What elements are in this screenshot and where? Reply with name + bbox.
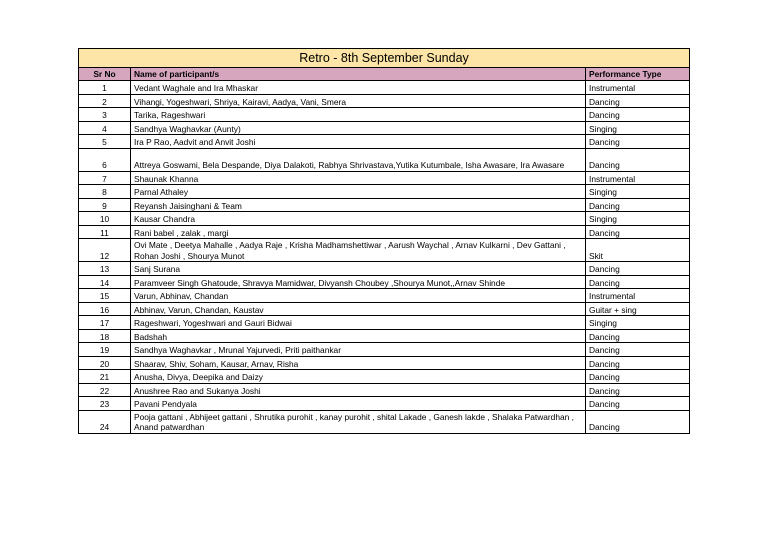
performance-type-cell: Singing xyxy=(586,185,690,199)
performance-type-cell: Singing xyxy=(586,316,690,330)
performance-type-cell: Dancing xyxy=(586,356,690,370)
participants-table xyxy=(78,48,690,434)
participant-name-cell: Shaunak Khanna xyxy=(131,171,586,185)
participant-name-cell: Tarika, Rageshwari xyxy=(131,108,586,122)
title-row xyxy=(79,49,690,68)
sr-no-cell: 1 xyxy=(79,81,131,95)
sr-no-cell: 6 xyxy=(79,148,131,171)
sr-no-cell: 20 xyxy=(79,356,131,370)
participant-name-cell: Sanj Surana xyxy=(131,262,586,276)
sr-no-cell: 18 xyxy=(79,329,131,343)
sr-no-cell: 5 xyxy=(79,135,131,149)
sr-no-cell: 14 xyxy=(79,275,131,289)
sr-no-cell: 3 xyxy=(79,108,131,122)
performance-type-cell: Dancing xyxy=(586,343,690,357)
sr-no-cell: 11 xyxy=(79,225,131,239)
performance-type-cell: Dancing xyxy=(586,225,690,239)
performance-type-cell: Dancing xyxy=(586,275,690,289)
performance-type-cell: Singing xyxy=(586,212,690,226)
table-row xyxy=(79,94,690,108)
table-row xyxy=(79,410,690,433)
performance-type-cell: Dancing xyxy=(586,383,690,397)
participant-name-cell: Kausar Chandra xyxy=(131,212,586,226)
table-row xyxy=(79,275,690,289)
table-row xyxy=(79,135,690,149)
sr-no-cell: 13 xyxy=(79,262,131,276)
table-row xyxy=(79,370,690,384)
performance-type-cell: Dancing xyxy=(586,410,690,433)
performance-type-cell: Guitar + sing xyxy=(586,302,690,316)
performance-type-cell: Dancing xyxy=(586,198,690,212)
performance-type-cell: Instrumental xyxy=(586,171,690,185)
sr-no-cell: 4 xyxy=(79,121,131,135)
table-row xyxy=(79,81,690,95)
sr-no-cell: 2 xyxy=(79,94,131,108)
table-row xyxy=(79,108,690,122)
participant-name-cell: Anusha, Divya, Deepika and Daizy xyxy=(131,370,586,384)
participant-name-cell: Paramveer Singh Ghatoude, Shravya Mamidwar, Divyansh Choubey ,Shourya Munot,,Arnav Shinde xyxy=(131,275,586,289)
participant-name-cell: Parnal Athaley xyxy=(131,185,586,199)
participant-name-cell: Ovi Mate , Deetya Mahalle , Aadya Raje , Krisha Madhamshettiwar , Aarush Waychal , Arnav Kulkarni , Dev Gattani , Rohan Joshi , Shourya Munot xyxy=(131,239,586,262)
sr-no-cell: 9 xyxy=(79,198,131,212)
participant-name-cell: Ira P Rao, Aadvit and Anvit Joshi xyxy=(131,135,586,149)
participant-name-cell: Pavani Pendyala xyxy=(131,397,586,411)
header-performance-type: Performance Type xyxy=(586,68,690,81)
sr-no-cell: 24 xyxy=(79,410,131,433)
table-row xyxy=(79,212,690,226)
performance-type-cell: Dancing xyxy=(586,135,690,149)
performance-type-cell: Singing xyxy=(586,121,690,135)
sr-no-cell: 22 xyxy=(79,383,131,397)
participant-name-cell: Pooja gattani , Abhijeet gattani , Shrutika purohit , kanay purohit , shital Lakade , Ganesh lakde , Shalaka Patwardhan , Anand patwardhan xyxy=(131,410,586,433)
table-row xyxy=(79,239,690,262)
sr-no-cell: 16 xyxy=(79,302,131,316)
table-row xyxy=(79,343,690,357)
participant-name-cell: Abhinav, Varun, Chandan, Kaustav xyxy=(131,302,586,316)
performance-type-cell: Dancing xyxy=(586,108,690,122)
participant-name-cell: Sandhya Waghavkar , Mrunal Yajurvedi, Priti paithankar xyxy=(131,343,586,357)
performance-type-cell: Dancing xyxy=(586,94,690,108)
participant-name-cell: Rani babel , zalak , margi xyxy=(131,225,586,239)
header-row xyxy=(79,68,690,81)
performance-type-cell: Dancing xyxy=(586,262,690,276)
performance-type-cell: Dancing xyxy=(586,370,690,384)
performance-type-cell: Skit xyxy=(586,239,690,262)
participant-name-cell: Sandhya Waghavkar (Aunty) xyxy=(131,121,586,135)
sr-no-cell: 23 xyxy=(79,397,131,411)
table-row xyxy=(79,148,690,171)
sr-no-cell: 19 xyxy=(79,343,131,357)
participant-name-cell: Vihangi, Yogeshwari, Shriya, Kairavi, Aadya, Vani, Smera xyxy=(131,94,586,108)
sr-no-cell: 10 xyxy=(79,212,131,226)
participant-name-cell: Vedant Waghale and Ira Mhaskar xyxy=(131,81,586,95)
table-row xyxy=(79,383,690,397)
performance-type-cell: Dancing xyxy=(586,148,690,171)
table-row xyxy=(79,121,690,135)
participant-name-cell: Rageshwari, Yogeshwari and Gauri Bidwai xyxy=(131,316,586,330)
sr-no-cell: 12 xyxy=(79,239,131,262)
header-name: Name of participant/s xyxy=(131,68,586,81)
sr-no-cell: 7 xyxy=(79,171,131,185)
performance-type-cell: Dancing xyxy=(586,397,690,411)
table-row xyxy=(79,185,690,199)
header-sr-no: Sr No xyxy=(79,68,131,81)
table-row xyxy=(79,302,690,316)
sheet-title: Retro - 8th September Sunday xyxy=(79,49,690,68)
table-row xyxy=(79,198,690,212)
table-row xyxy=(79,397,690,411)
performance-type-cell: Instrumental xyxy=(586,289,690,303)
sr-no-cell: 15 xyxy=(79,289,131,303)
table-row xyxy=(79,329,690,343)
participant-name-cell: Attreya Goswami, Bela Despande, Diya Dalakoti, Rabhya Shrivastava,Yutika Kutumbale, Isha Awasare, Ira Awasare xyxy=(131,148,586,171)
table-row xyxy=(79,225,690,239)
participant-name-cell: Badshah xyxy=(131,329,586,343)
table-row xyxy=(79,262,690,276)
performance-type-cell: Instrumental xyxy=(586,81,690,95)
participant-name-cell: Reyansh Jaisinghani & Team xyxy=(131,198,586,212)
performance-type-cell: Dancing xyxy=(586,329,690,343)
table-row xyxy=(79,316,690,330)
table-row xyxy=(79,356,690,370)
table-row xyxy=(79,171,690,185)
participant-name-cell: Shaarav, Shiv, Soham, Kausar, Arnav, Risha xyxy=(131,356,586,370)
table-row xyxy=(79,289,690,303)
participant-name-cell: Anushree Rao and Sukanya Joshi xyxy=(131,383,586,397)
sr-no-cell: 17 xyxy=(79,316,131,330)
sr-no-cell: 21 xyxy=(79,370,131,384)
sr-no-cell: 8 xyxy=(79,185,131,199)
participant-name-cell: Varun, Abhinav, Chandan xyxy=(131,289,586,303)
